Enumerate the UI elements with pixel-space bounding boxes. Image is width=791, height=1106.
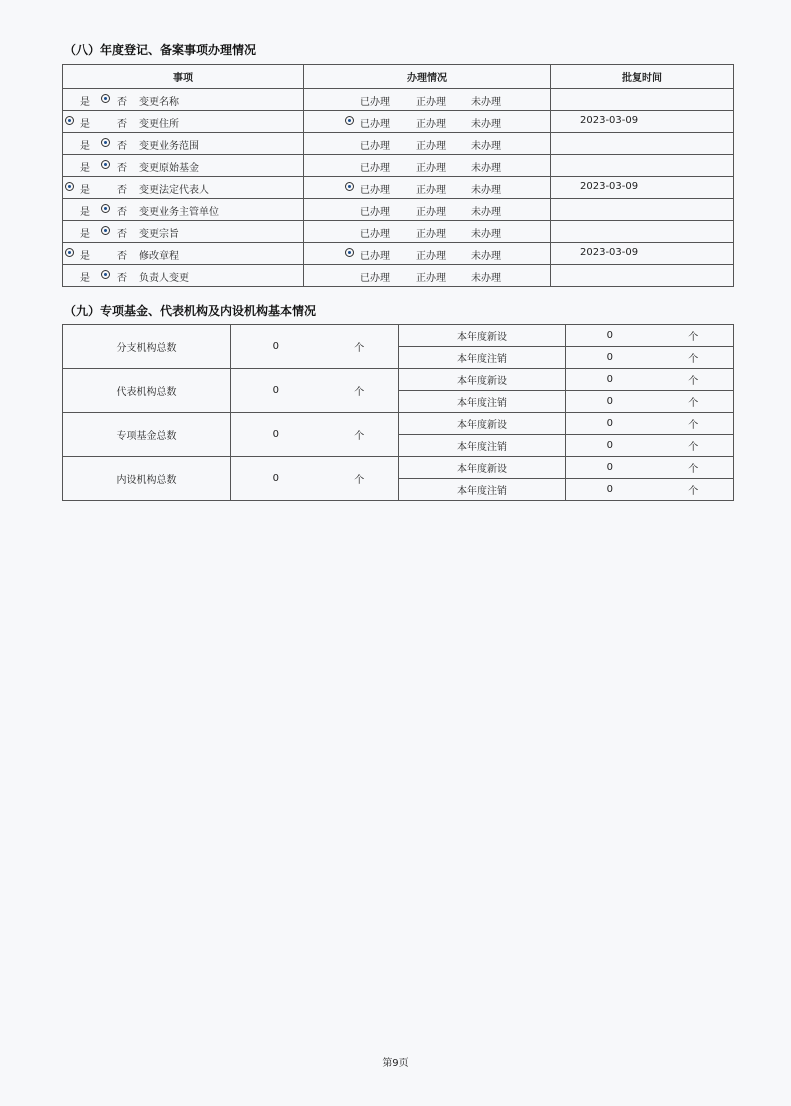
status-cell (304, 111, 551, 133)
status-cell (304, 243, 551, 265)
yes-option-label[interactable]: 是 (80, 207, 90, 218)
status-cell (304, 177, 551, 199)
unit-label: 个 (654, 369, 734, 391)
status-not-done-option[interactable]: 未办理 (471, 251, 501, 262)
radio-selected-icon[interactable] (101, 204, 110, 213)
new-count: 0 (566, 369, 654, 391)
table-row (63, 265, 734, 287)
radio-selected-icon[interactable] (65, 116, 74, 125)
yes-option-label[interactable]: 是 (80, 229, 90, 240)
item-cell (63, 111, 304, 133)
table-row (63, 325, 734, 347)
radio-selected-icon[interactable] (345, 182, 354, 191)
status-done-option[interactable]: 已办理 (360, 163, 390, 174)
institution-total: 0 (231, 325, 321, 369)
item-cell (63, 89, 304, 111)
item-cell (63, 243, 304, 265)
table-header-row (63, 65, 734, 89)
institutions-table (62, 324, 734, 501)
radio-selected-icon[interactable] (345, 248, 354, 257)
institution-total: 0 (231, 457, 321, 501)
header-item: 事项 (63, 65, 304, 89)
registration-table (62, 64, 734, 287)
cancel-count: 0 (566, 347, 654, 369)
radio-selected-icon[interactable] (65, 248, 74, 257)
cancel-count: 0 (566, 391, 654, 413)
date-cell (551, 265, 734, 287)
cancel-label: 本年度注销 (399, 479, 566, 501)
institution-name: 分支机构总数 (63, 325, 231, 369)
unit-label: 个 (654, 435, 734, 457)
status-cell (304, 265, 551, 287)
item-cell (63, 133, 304, 155)
radio-selected-icon[interactable] (101, 138, 110, 147)
approval-date: 2023-03-09 (580, 181, 639, 192)
status-done-option[interactable]: 已办理 (360, 97, 390, 108)
unit-label: 个 (321, 457, 399, 501)
date-cell (551, 111, 734, 133)
status-in-progress-option[interactable]: 正办理 (416, 141, 446, 152)
new-label: 本年度新设 (399, 369, 566, 391)
date-cell (551, 155, 734, 177)
item-label: 变更原始基金 (139, 163, 199, 174)
status-done-option[interactable]: 已办理 (360, 119, 390, 130)
status-in-progress-option[interactable]: 正办理 (416, 207, 446, 218)
status-done-option[interactable]: 已办理 (360, 273, 390, 284)
status-cell (304, 199, 551, 221)
table-row (63, 155, 734, 177)
institution-name: 代表机构总数 (63, 369, 231, 413)
institution-name: 内设机构总数 (63, 457, 231, 501)
item-label: 变更名称 (139, 97, 179, 108)
table-row (63, 243, 734, 265)
date-cell (551, 177, 734, 199)
date-cell (551, 89, 734, 111)
no-option-label[interactable]: 否 (117, 141, 127, 152)
institution-total: 0 (231, 413, 321, 457)
date-cell (551, 221, 734, 243)
institution-name: 专项基金总数 (63, 413, 231, 457)
radio-selected-icon[interactable] (101, 270, 110, 279)
new-count: 0 (566, 325, 654, 347)
table-row (63, 199, 734, 221)
yes-option-label[interactable]: 是 (80, 185, 90, 196)
status-not-done-option[interactable]: 未办理 (471, 185, 501, 196)
unit-label: 个 (321, 369, 399, 413)
status-in-progress-option[interactable]: 正办理 (416, 251, 446, 262)
new-label: 本年度新设 (399, 325, 566, 347)
radio-selected-icon[interactable] (345, 116, 354, 125)
status-in-progress-option[interactable]: 正办理 (416, 185, 446, 196)
new-count: 0 (566, 457, 654, 479)
item-label: 变更住所 (139, 119, 179, 130)
item-cell (63, 221, 304, 243)
item-label: 修改章程 (139, 251, 179, 262)
cancel-count: 0 (566, 479, 654, 501)
cancel-count: 0 (566, 435, 654, 457)
no-option-label[interactable]: 否 (117, 229, 127, 240)
date-cell (551, 133, 734, 155)
item-cell (63, 155, 304, 177)
item-label: 变更法定代表人 (139, 185, 209, 196)
no-option-label[interactable]: 否 (117, 163, 127, 174)
item-label: 负责人变更 (139, 273, 189, 284)
new-count: 0 (566, 413, 654, 435)
header-date: 批复时间 (551, 65, 734, 89)
table-row (63, 413, 734, 435)
status-in-progress-option[interactable]: 正办理 (416, 97, 446, 108)
new-label: 本年度新设 (399, 457, 566, 479)
status-not-done-option[interactable]: 未办理 (471, 97, 501, 108)
no-option-label[interactable]: 否 (117, 97, 127, 108)
unit-label: 个 (321, 413, 399, 457)
date-cell (551, 243, 734, 265)
status-not-done-option[interactable]: 未办理 (471, 207, 501, 218)
status-not-done-option[interactable]: 未办理 (471, 273, 501, 284)
unit-label: 个 (654, 413, 734, 435)
radio-selected-icon[interactable] (101, 94, 110, 103)
unit-label: 个 (654, 457, 734, 479)
no-option-label[interactable]: 否 (117, 185, 127, 196)
radio-selected-icon[interactable] (65, 182, 74, 191)
status-in-progress-option[interactable]: 正办理 (416, 119, 446, 130)
yes-option-label[interactable]: 是 (80, 97, 90, 108)
item-cell (63, 177, 304, 199)
status-not-done-option[interactable]: 未办理 (471, 229, 501, 240)
header-status: 办理情况 (304, 65, 551, 89)
yes-option-label[interactable]: 是 (80, 273, 90, 284)
table-row (63, 221, 734, 243)
table-row (63, 133, 734, 155)
table-row (63, 111, 734, 133)
unit-label: 个 (654, 479, 734, 501)
status-in-progress-option[interactable]: 正办理 (416, 163, 446, 174)
status-done-option[interactable]: 已办理 (360, 141, 390, 152)
cancel-label: 本年度注销 (399, 391, 566, 413)
institution-total: 0 (231, 369, 321, 413)
no-option-label[interactable]: 否 (117, 119, 127, 130)
yes-option-label[interactable]: 是 (80, 251, 90, 262)
cancel-label: 本年度注销 (399, 435, 566, 457)
item-cell (63, 199, 304, 221)
no-option-label[interactable]: 否 (117, 207, 127, 218)
approval-date: 2023-03-09 (580, 247, 639, 258)
table-row (63, 369, 734, 391)
status-cell (304, 221, 551, 243)
status-not-done-option[interactable]: 未办理 (471, 141, 501, 152)
status-not-done-option[interactable]: 未办理 (471, 163, 501, 174)
page-number: 第9页 (382, 1058, 409, 1069)
section8-title: （八）年度登记、备案事项办理情况 (64, 43, 257, 57)
item-label: 变更业务范围 (139, 141, 199, 152)
table-row (63, 177, 734, 199)
yes-option-label[interactable]: 是 (80, 119, 90, 130)
unit-label: 个 (654, 325, 734, 347)
cancel-label: 本年度注销 (399, 347, 566, 369)
item-label: 变更业务主管单位 (139, 207, 219, 218)
status-done-option[interactable]: 已办理 (360, 251, 390, 262)
status-cell (304, 155, 551, 177)
status-done-option[interactable]: 已办理 (360, 229, 390, 240)
new-label: 本年度新设 (399, 413, 566, 435)
radio-selected-icon[interactable] (101, 226, 110, 235)
approval-date: 2023-03-09 (580, 115, 639, 126)
no-option-label[interactable]: 否 (117, 273, 127, 284)
yes-option-label[interactable]: 是 (80, 141, 90, 152)
status-done-option[interactable]: 已办理 (360, 185, 390, 196)
status-in-progress-option[interactable]: 正办理 (416, 273, 446, 284)
status-cell (304, 133, 551, 155)
unit-label: 个 (321, 325, 399, 369)
status-done-option[interactable]: 已办理 (360, 207, 390, 218)
yes-option-label[interactable]: 是 (80, 163, 90, 174)
date-cell (551, 199, 734, 221)
unit-label: 个 (654, 391, 734, 413)
section9-title: （九）专项基金、代表机构及内设机构基本情况 (64, 304, 317, 318)
item-label: 变更宗旨 (139, 229, 179, 240)
item-cell (63, 265, 304, 287)
table-row (63, 457, 734, 479)
table-row (63, 89, 734, 111)
status-in-progress-option[interactable]: 正办理 (416, 229, 446, 240)
status-cell (304, 89, 551, 111)
status-not-done-option[interactable]: 未办理 (471, 119, 501, 130)
radio-selected-icon[interactable] (101, 160, 110, 169)
unit-label: 个 (654, 347, 734, 369)
no-option-label[interactable]: 否 (117, 251, 127, 262)
